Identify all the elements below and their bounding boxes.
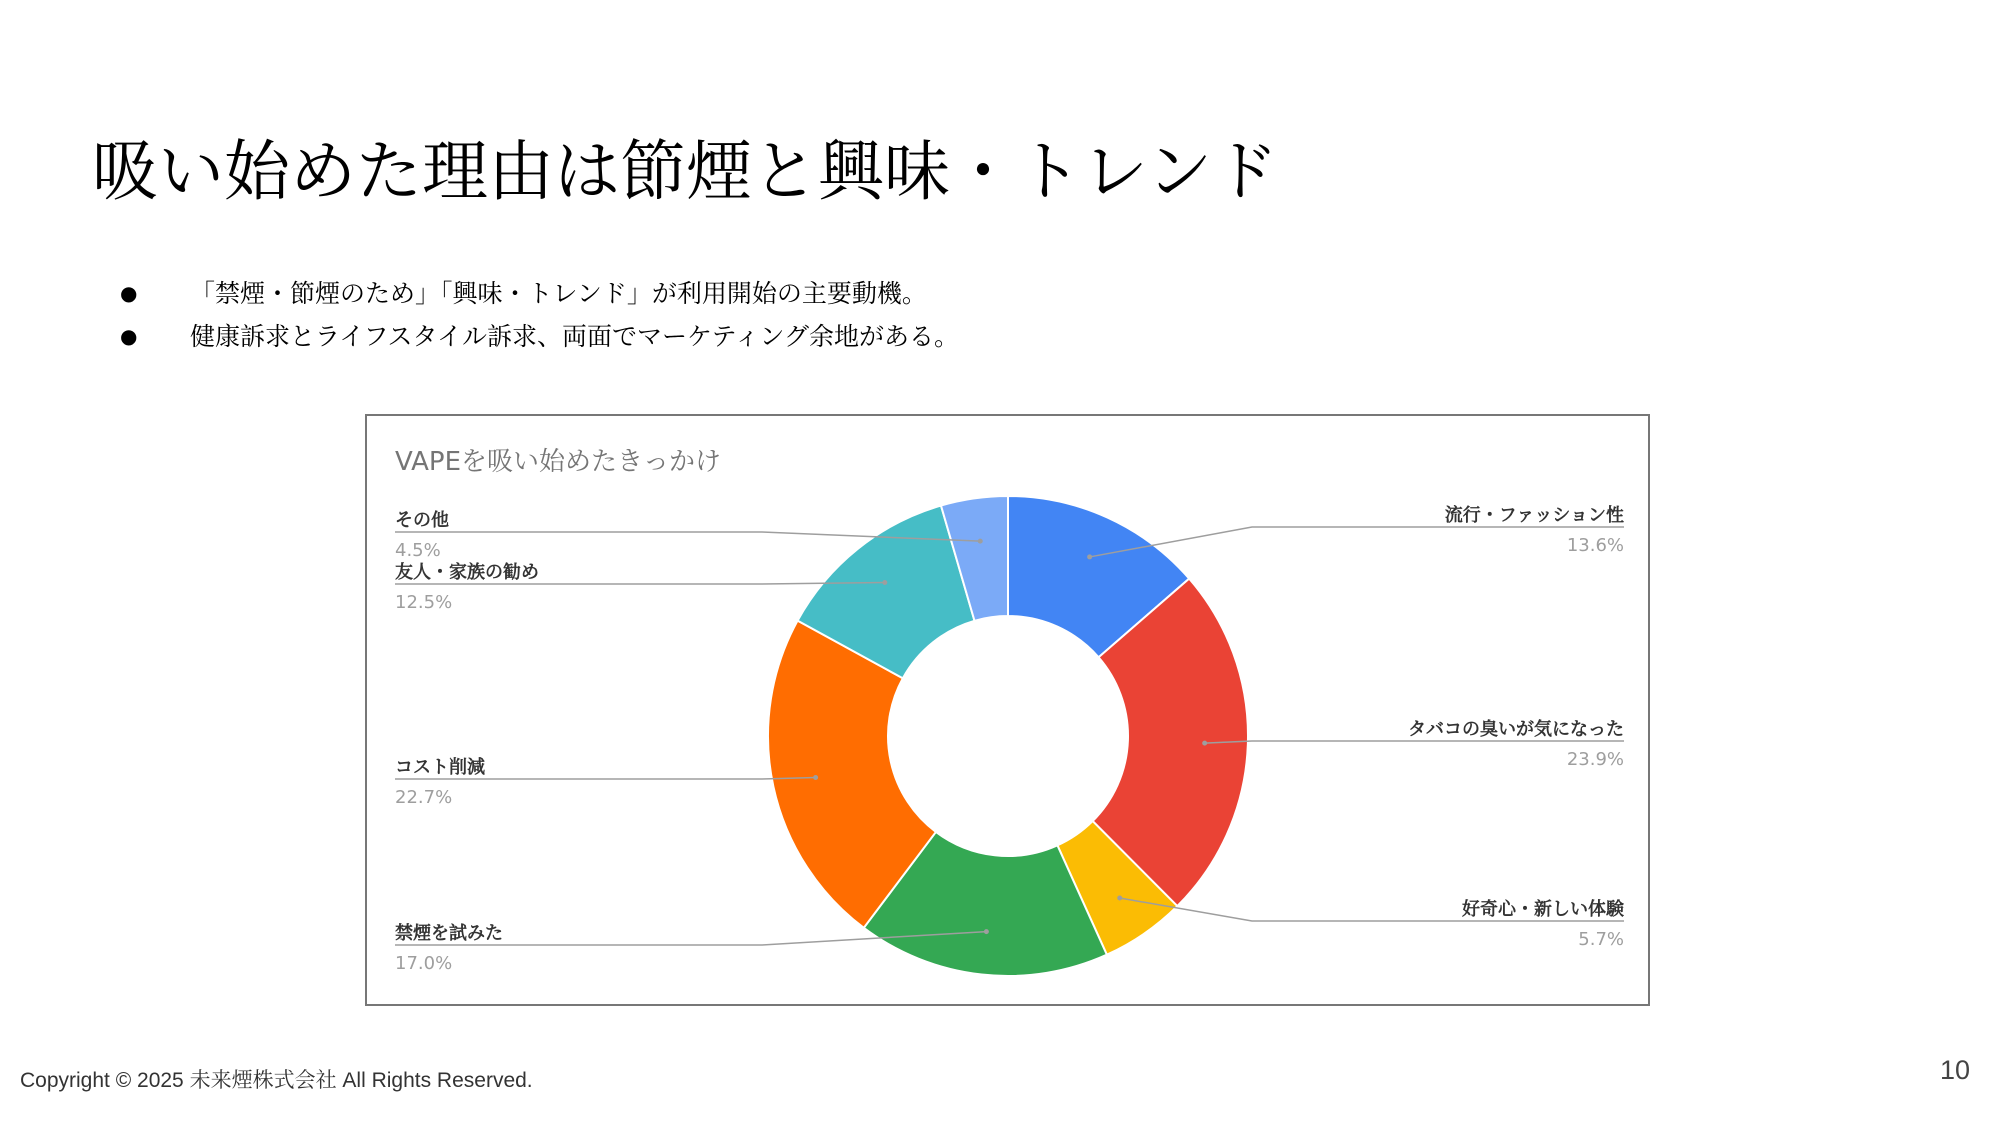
slice-6-leader-dot [882, 580, 887, 585]
slice-2-label: タバコの臭いが気になった [1408, 719, 1624, 740]
slice-3-label: 好奇心・新しい体験 [1462, 899, 1624, 920]
copyright-footer: Copyright © 2025 未来煙株式会社 All Rights Reserved. [20, 1069, 533, 1092]
bullet-item: ● 健康訴求とライフスタイル訴求、両面でマーケティング余地がある。 [120, 315, 959, 358]
slice-1-leader-line [1090, 527, 1624, 557]
slice-2-leader-line [1205, 741, 1624, 743]
bullet-item: ● 「禁煙・節煙のため」「興味・トレンド」が利用開始の主要動機。 [120, 272, 959, 315]
slice-5-label: コスト削減 [395, 757, 485, 778]
donut-chart [367, 416, 1652, 1008]
slice-3-leader-dot [1117, 896, 1122, 901]
slice-4-leader-dot [984, 929, 989, 934]
slice-2-value-label: 23.9% [1566, 749, 1624, 770]
slice-1-value-label: 13.6% [1566, 535, 1624, 556]
slide-title: 吸い始めた理由は節煙と興味・トレンド [92, 133, 1279, 210]
slice-7-label: その他 [395, 510, 449, 531]
slice-1-label: 流行・ファッション性 [1444, 505, 1624, 526]
slice-5-leader-dot [813, 775, 818, 780]
slice-6-value-label: 12.5% [395, 592, 453, 613]
slice-7-leader-dot [978, 539, 983, 544]
bullet-list [120, 272, 959, 358]
slice-3-value-label: 5.7% [1578, 929, 1624, 950]
slice-1-leader-dot [1087, 554, 1092, 559]
slice-4-label: 禁煙を試みた [395, 923, 503, 944]
slice-7-value-label: 4.5% [395, 540, 441, 561]
slice-5-value-label: 22.7% [395, 787, 453, 808]
chart-frame [365, 414, 1650, 1006]
slice-4-value-label: 17.0% [395, 953, 453, 974]
slice-2-leader-dot [1202, 741, 1207, 746]
page-number: 10 [1939, 1055, 1970, 1085]
chart-title: VAPEを吸い始めたきっかけ [395, 447, 722, 477]
slice-6-label: 友人・家族の勧め [395, 562, 539, 583]
